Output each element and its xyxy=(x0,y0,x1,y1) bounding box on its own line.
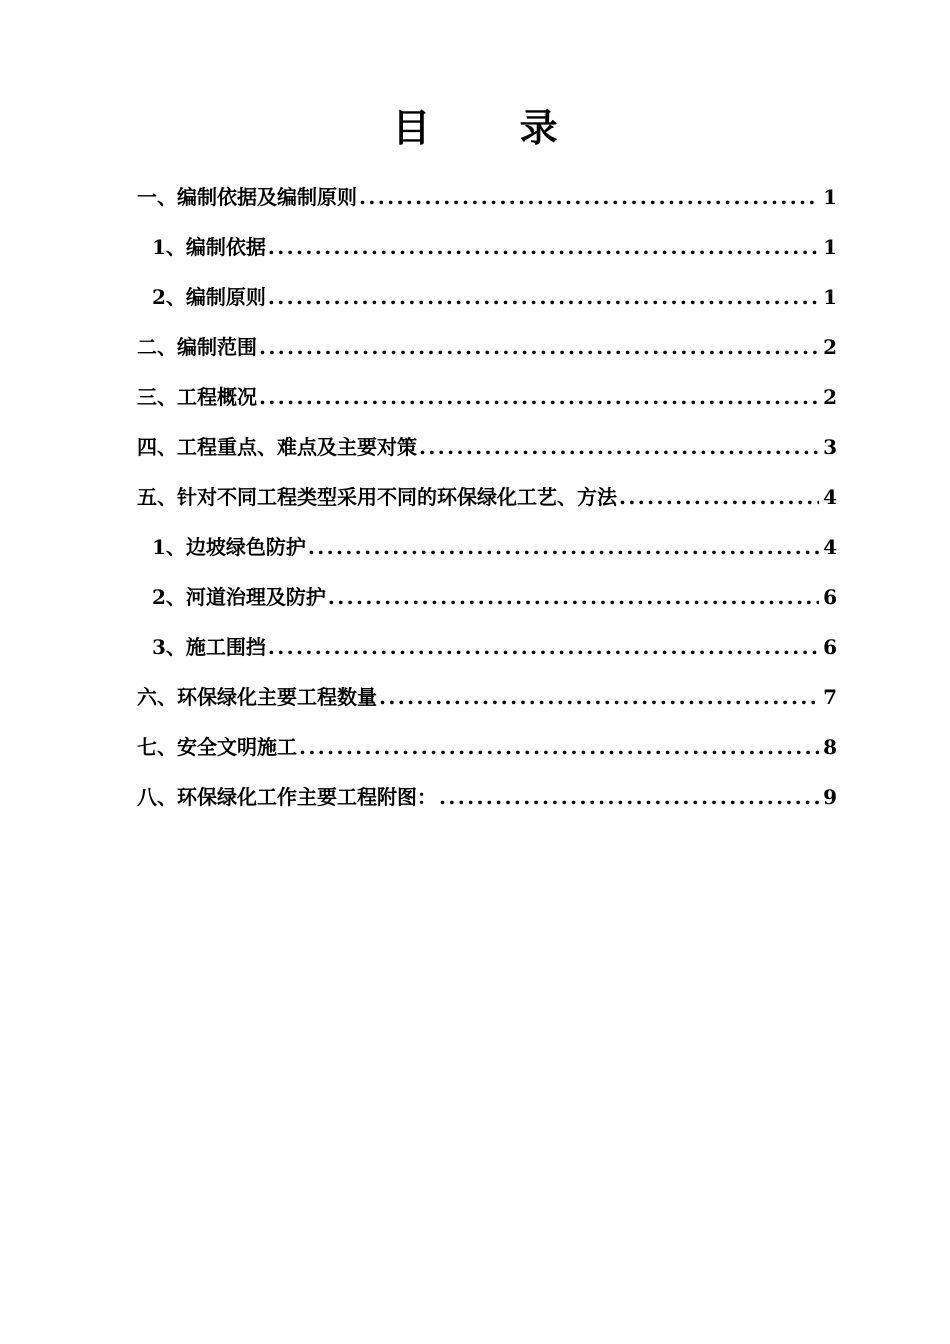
toc-page-number: 2 xyxy=(823,335,837,359)
toc-entry-label: 1、编制依据 xyxy=(152,235,266,259)
toc-page-number: 6 xyxy=(823,585,837,609)
toc-entry-label: 2、河道治理及防护 xyxy=(152,585,326,609)
toc-entry[interactable] xyxy=(137,522,837,572)
toc-entry[interactable] xyxy=(137,772,837,822)
toc-entry-label: 2、编制原则 xyxy=(152,285,266,309)
toc-entry[interactable] xyxy=(137,322,837,372)
toc-page-number: 2 xyxy=(823,385,837,409)
toc-entry-label: 3、施工围挡 xyxy=(152,635,266,659)
toc-entry-label: 一、编制依据及编制原则 xyxy=(137,185,357,209)
toc-page-number: 1 xyxy=(823,185,837,209)
toc-entry[interactable] xyxy=(137,372,837,422)
toc-page-number: 1 xyxy=(823,285,837,309)
toc-dot-leader xyxy=(299,722,819,772)
toc-entry[interactable] xyxy=(137,172,837,222)
toc-dot-leader xyxy=(268,622,819,672)
toc-entry-label: 六、环保绿化主要工程数量 xyxy=(137,685,377,709)
toc-dot-leader xyxy=(419,422,819,472)
toc-entry[interactable] xyxy=(137,672,837,722)
toc-entry-label: 八、环保绿化工作主要工程附图： xyxy=(137,785,437,809)
toc-page-number: 3 xyxy=(823,435,837,459)
toc-dot-leader xyxy=(619,472,819,522)
toc-entry[interactable] xyxy=(137,572,837,622)
toc-entry[interactable] xyxy=(137,622,837,672)
toc-page-number: 6 xyxy=(823,635,837,659)
toc-entry[interactable] xyxy=(137,722,837,772)
toc-page-number: 9 xyxy=(823,785,837,809)
toc-dot-leader xyxy=(259,322,819,372)
toc-entry[interactable] xyxy=(137,422,837,472)
toc-dot-leader xyxy=(359,172,819,222)
toc-dot-leader xyxy=(268,222,819,272)
page-title: 目 录 xyxy=(392,105,596,150)
toc-page-number: 1 xyxy=(823,235,837,259)
toc-dot-leader xyxy=(268,272,819,322)
toc-dot-leader xyxy=(379,672,819,722)
toc-entry[interactable] xyxy=(137,472,837,522)
toc-entry-label: 五、针对不同工程类型采用不同的环保绿化工艺、方法 xyxy=(137,485,617,509)
toc-page-number: 7 xyxy=(823,685,837,709)
toc-entry[interactable] xyxy=(137,222,837,272)
toc-page-number: 8 xyxy=(823,735,837,759)
toc-page-number: 4 xyxy=(823,485,837,509)
toc-page-number: 4 xyxy=(823,535,837,559)
toc-entry-label: 1、边坡绿色防护 xyxy=(152,535,306,559)
toc-entry-label: 七、安全文明施工 xyxy=(137,735,297,759)
toc-entry-label: 二、编制范围 xyxy=(137,335,257,359)
toc-dot-leader xyxy=(259,372,819,422)
toc-entry-label: 四、工程重点、难点及主要对策 xyxy=(137,435,417,459)
toc-entry[interactable] xyxy=(137,272,837,322)
table-of-contents xyxy=(137,172,837,822)
toc-entry-label: 三、工程概况 xyxy=(137,385,257,409)
toc-dot-leader xyxy=(328,572,819,622)
toc-dot-leader xyxy=(439,772,819,822)
toc-dot-leader xyxy=(308,522,819,572)
